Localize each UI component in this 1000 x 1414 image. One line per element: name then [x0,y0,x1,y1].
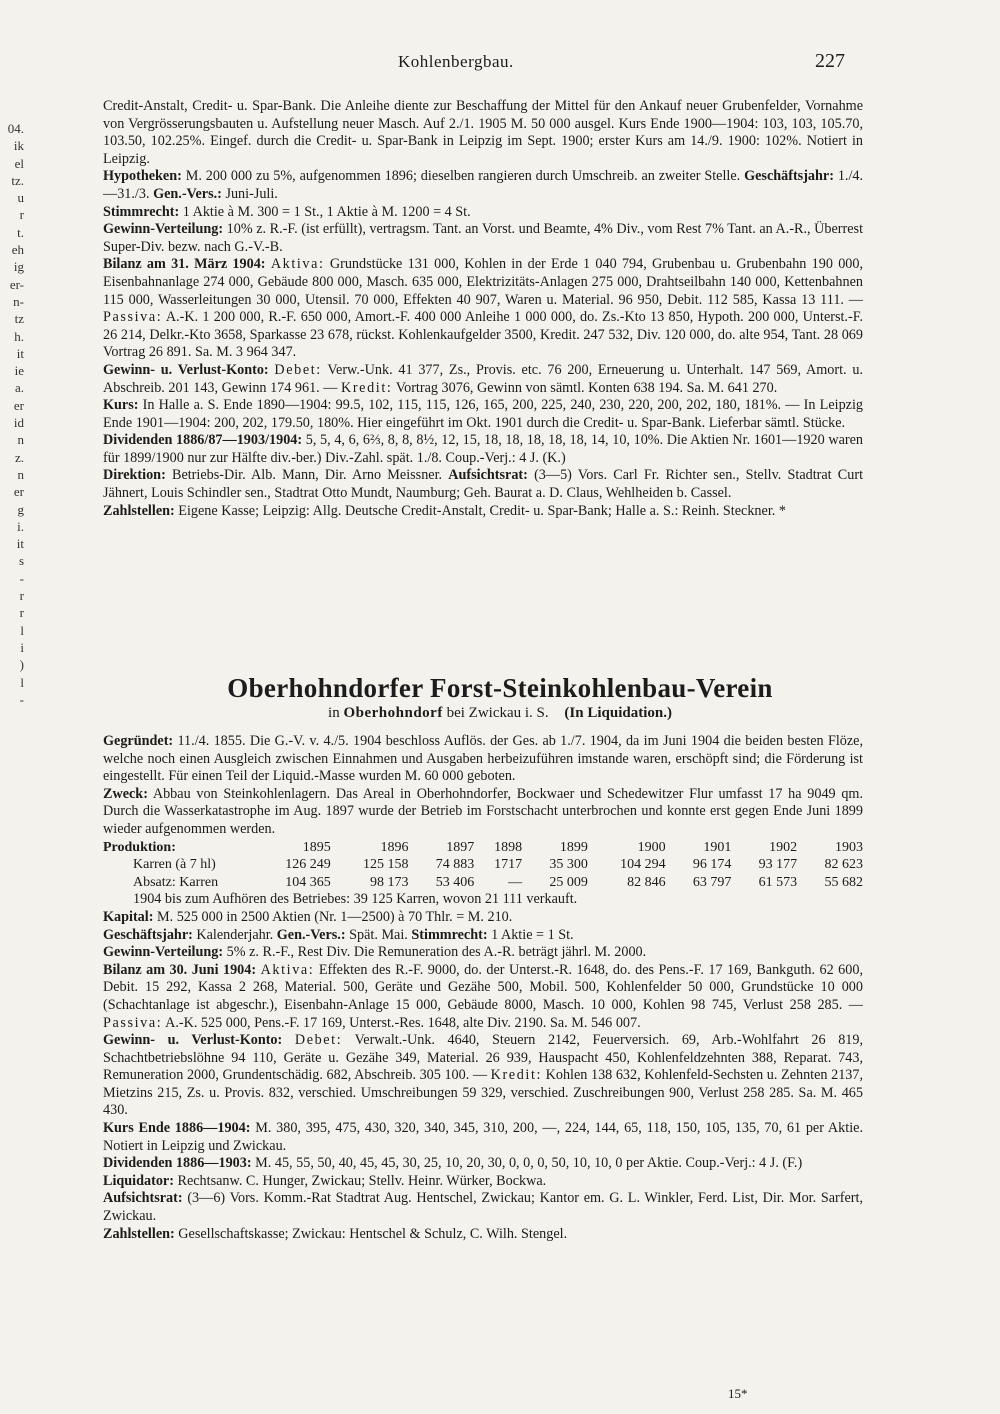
margin-fragment: a. [14,380,24,396]
margin-fragment: el [14,155,24,171]
margin-fragment: ) [19,657,24,673]
stimmrecht-entry: Stimmrecht: 1 Aktie à M. 300 = 1 St., 1 Aktie à M. 1200 = 4 St. [103,203,471,220]
table-cell: 63 797 [692,874,732,890]
intro-paragraph: Credit-Anstalt, Credit- u. Spar-Bank. Die Anleihe diente zur Beschaffung der Mittel für den Ankauf neuer Grubenfelder, Vornahme von Vergrösserungsbauten u. Aufstellung neuer Masch. Auf 2./1. 1905 M. 50 000 ausgel. Kurs Ende 1900—1904: 103, 103, 105.70, 103.50, 102.25%. Eingef. durch die Credit- u. Spar-Bank in Leipzig im Sept. 1900; erster Kurs am 14./9. 1900: 102%. Notiert in Leipzig. [103,98,863,167]
margin-fragment: r [19,588,24,604]
year-cell: 1899 [559,839,588,855]
kurs-entry: Kurs Ende 1886—1904: M. 380, 395, 475, 430, 320, 340, 345, 310, 200, —, 224, 144, 65, 118, 150, 105, 135, 70, 61 per Aktie. Notiert in Leipzig und Zwickau. [103,1120,863,1154]
aufsichtsrat-entry: Aufsichtsrat: (3—6) Vors. Komm.-Rat Stadtrat Aug. Hentschel, Zwickau; Kantor em. G. L. Winkler, Ferd. List, Dir. Mor. Sarfert, Zwickau. [103,1190,863,1225]
table-cell: 35 300 [549,857,588,873]
company-location: Oberhohndorf [343,705,443,721]
margin-fragment: t. [17,224,24,240]
table-cell: 82 846 [627,874,666,890]
liquidation-badge: (In Liquidation.) [564,705,672,721]
year-cell: 1898 [494,839,523,855]
year-cell: 1895 [302,839,331,855]
bilanz-entry: Bilanz am 30. Juni 1904: Aktiva: Effekten des R.-F. 9000, do. der Unterst.-R. 1648, do. des Pens.-F. 17 169, Bankguth. 62 600, Debit. 15 292, Kassa 2 268, Material. 500, Geräte und Gezähe 500, Mobil. 500, Kohlenfelder 50 000, Grundstücke 10 000 (Schachtanlage ist abgeschr.), Eisenbahn-Anlage 15 000, Gebäude 8000, Masch. 10 000, Kohlen 98 745, Verlust 258 285. — Passiva: A.-K. 525 000, Pens.-F. 17 169, Unterst.-Res. 1648, alte Div. 2190. Sa. M. 546 007. [103,961,863,1031]
margin-fragment: n [17,432,24,448]
margin-fragment: ig [13,259,24,275]
margin-fragment: u [17,190,24,206]
margin-fragment: it [16,345,24,361]
margin-fragment: er- [9,276,24,292]
margin-fragment: id [13,415,24,431]
dividenden-entry: Dividenden 1886/87—1903/1904: 5, 5, 4, 6, 6⅔, 8, 8, 8½, 12, 15, 18, 18, 18, 18, 18, 14, 10, 10%. Die Aktien Nr. 1601—1920 waren für 1899/1900 nur zur Hälfte div.-ber.) Div.-Zahl. spät. 1./8. Coup.-Verj.: 4 J. (K.) [103,432,863,466]
table-cell: 61 573 [758,874,798,890]
running-head [0,52,1000,76]
row-label: Absatz: Karren [133,874,219,890]
margin-fragment: it [16,536,24,552]
margin-fragment: n [17,466,24,482]
section-previous-company [103,98,863,520]
gegruendet-entry: Gegründet: 11./4. 1855. Die G.-V. v. 4./5. 1904 beschloss Auflös. der Ges. ab 1./7. 1904, da im Juni 1904 die beiden besten Flöze, welche noch einen Ausgleich zwischen Einnahmen und Ausgaben herbeizuführen imstande waren, erschöpft sind; die Förderung ist eingestellt. Für einen Teil der Liquid.-Masse wurden M. 60 000 geboten. [103,733,864,785]
table-cell: 55 682 [824,874,863,890]
gewinn-verteilung-entry: Gewinn-Verteilung: 10% z. R.-F. (ist erfüllt), vertragsm. Tant. an Vorst. und Beamte, 4% Div., vom Rest 7% Tant. an A.-R., Überrest Super-Div. bezw. nach G.-V.-B. [103,221,864,255]
table-cell: 104 365 [285,874,331,890]
company-subtitle: in Oberhohndorf bei Zwickau i. S. (In Liquidation.) [328,705,672,721]
year-cell: 1901 [703,839,732,855]
year-cell: 1897 [446,839,475,855]
margin-fragment: tz. [11,172,24,188]
hypotheken-entry: Hypotheken: M. 200 000 zu 5%, aufgenommen 1896; dieselben rangieren durch Umschreib. an zweiter Stelle. Geschäftsjahr: 1./4.—31./3. Gen.-Vers.: Juni-Juli. [103,168,864,202]
produktion-label: Produktion: [103,839,176,855]
produktion-note: 1904 bis zum Aufhören des Betriebes: 39 125 Karren, wovon 21 111 verkauft. [133,891,578,908]
kurs-entry: Kurs: In Halle a. S. Ende 1890—1904: 99.5, 102, 115, 115, 126, 165, 200, 225, 240, 230, 220, 200, 202, 180, 181%. — In Leipzig Ende 1901—1904: 200, 202, 179.50, 180%. Hier eingeführt im Okt. 1901 durch die Credit- u. Spar-Bank. Lieferbar sämtl. Stücke. [103,397,863,431]
produktion-table [103,839,863,892]
margin-fragment: s [18,553,24,569]
left-margin-fragments [0,120,24,708]
margin-fragment: - [19,691,24,707]
margin-fragment: z. [14,449,24,465]
produktion-karren-row [103,856,863,874]
table-cell: 125 158 [362,857,409,873]
margin-fragment: tz [14,311,24,327]
margin-fragment: - [19,570,24,586]
gewinn-verteilung-entry: Gewinn-Verteilung: 5% z. R.-F., Rest Div. Die Remuneration des A.-R. beträgt jährl. M. 2000. [103,944,647,961]
margin-fragment: eh [11,242,24,258]
geschaeftsjahr-entry: Geschäftsjahr: Kalenderjahr. Gen.-Vers.: Spät. Mai. Stimmrecht: 1 Aktie = 1 St. [103,926,574,943]
table-cell: — [508,874,523,890]
margin-fragment: r [19,207,24,223]
margin-fragment: n- [13,293,24,309]
table-cell: 74 883 [435,857,475,873]
margin-fragment: ie [14,363,24,379]
running-title: Kohlenbergbau. [398,52,514,71]
margin-fragment: g [17,501,24,517]
table-cell: 96 174 [692,857,732,873]
kapital-entry: Kapital: M. 525 000 in 2500 Aktien (Nr. 1—2500) à 70 Thlr. = M. 210. [103,908,513,925]
margin-fragment: er [13,397,24,413]
table-cell: 93 177 [758,857,798,873]
direktion-entry: Direktion: Betriebs-Dir. Alb. Mann, Dir. Arno Meissner. Aufsichtsrat: (3—5) Vors. Carl Fr. Richter sen., Stellv. Stadtrat Curt Jähnert, Louis Schindler sen., Stadtrat Otto Mundt, Naumburg; Geh. Baurat a. D. Claus, Wehlheiden b. Cassel. [103,467,864,502]
year-cell: 1900 [637,839,666,855]
table-cell: 126 249 [285,857,331,873]
dividenden-entry: Dividenden 1886—1903: M. 45, 55, 50, 40, 45, 45, 30, 25, 10, 20, 30, 0, 0, 0, 50, 10, 10, 0 per Aktie. Coup.-Verj.: 4 J. (F.) [103,1155,803,1172]
table-cell: 1717 [494,857,523,873]
table-cell: 25 009 [549,874,588,890]
row-label: Karren (à 7 hl) [133,857,216,873]
zweck-entry: Zweck: Abbau von Steinkohlenlagern. Das Areal in Oberhohndorfer, Bockwaer und Schedewitzer Flur umfasst 17 ha 9049 qm. Durch die Wasserkatastrophe im Aug. 1897 wurde der Betrieb im Forstschacht unterbrochen und konnte erst gegen Ende Juni 1899 wieder aufgenommen werden. [103,785,864,837]
page-number: 227 [815,50,845,72]
produktion-header-row [103,839,863,857]
zahlstellen-entry: Zahlstellen: Gesellschaftskasse; Zwickau: Hentschel & Schulz, C. Wilh. Stengel. [103,1225,568,1242]
year-cell: 1896 [380,839,409,855]
margin-fragment: i [20,639,24,655]
gewinn-verlust-entry: Gewinn- u. Verlust-Konto: Debet: Verw.-Unk. 41 377, Zs., Provis. etc. 76 200, Erneuerung u. Unterhalt. 147 569, Amort. u. Abschreib. 201 143, Gewinn 174 961. — Kredit: Vortrag 3076, Gewinn von sämtl. Konten 638 194. Sa. M. 641 270. [103,361,863,396]
margin-fragment: 04. [7,121,24,136]
company-title: Oberhohndorfer Forst-Steinkohlenbau-Verein [227,673,773,703]
year-cell: 1902 [769,839,798,855]
bilanz-entry: Bilanz am 31. März 1904: Aktiva: Grundstücke 131 000, Kohlen in der Erde 1 040 794, Grubenbau u. Grubenbahn 190 000, Eisenbahnanlage 274 000, Gebäude 800 000, Masch. 635 000, Elektrizitäts-Anlagen 275 000, Drahtseilbahn 140 000, Kettenbahnen 115 000, Wasserleitungen 30 000, Utensil. 70 000, Effekten 40 907, Waren u. Material. 96 950, Debit. 112 585, Kassa 13 111. — Passiva: A.-K. 1 200 000, R.-F. 650 000, Amort.-F. 400 000 Anleihe 1 000 000, do. Zs.-Kto 13 850, Hypoth. 200 000, Unterst.-F. 26 214, Delkr.-Kto 3658, Sparkasse 23 678, rückst. Kohlenkaufgelder 3500, Kredit. 247 532, Div. 120 000, do. alte 954, Tant. 28 069 Vortrag 26 891. Sa. M. 3 964 347. [103,256,864,361]
section-oberhohndorf [103,733,863,1243]
margin-fragment: er [13,484,24,500]
zahlstellen-entry: Zahlstellen: Eigene Kasse; Leipzig: Allg. Deutsche Credit-Anstalt, Credit- u. Spar-Bank; Halle a. S.: Reinh. Steckner. * [103,502,786,519]
sheet-signature: 15* [728,1386,748,1401]
table-cell: 53 406 [435,874,475,890]
table-cell: 82 623 [824,857,863,873]
margin-fragment: l [20,674,24,690]
margin-fragment: l [20,622,24,638]
liquidator-entry: Liquidator: Rechtsanw. C. Hunger, Zwickau; Stellv. Heinr. Würker, Bockwa. [103,1172,547,1189]
year-cell: 1903 [835,839,863,855]
margin-fragment: r [19,605,24,621]
table-cell: 104 294 [620,857,666,873]
table-cell: 98 173 [369,874,409,890]
margin-fragment: i. [17,518,24,534]
produktion-absatz-row [103,874,863,892]
gewinn-verlust-entry: Gewinn- u. Verlust-Konto: Debet: Verwalt.-Unk. 4640, Steuern 2142, Feuerversich. 69, Arb.-Wohlfahrt 26 819, Schachtbetriebslöhne 94 110, Geräte u. Gezähe 349, Material. 26 939, Hauspacht 450, Kohlenfeldzehnten 388, Reparat. 743, Remuneration 2000, Grundentschädig. 682, Abschreib. 305 100. — Kredit: Kohlen 138 632, Kohlenfeld-Sechsten u. Zehnten 2137, Mietzins 215, Zs. u. Provis. 832, verschied. Umschreibungen 59 329, verschied. Zuschreibungen 900, Verlust 258 285. Sa. M. 465 430. [103,1032,864,1119]
margin-fragment: h. [14,328,24,344]
margin-fragment: ik [13,138,24,154]
